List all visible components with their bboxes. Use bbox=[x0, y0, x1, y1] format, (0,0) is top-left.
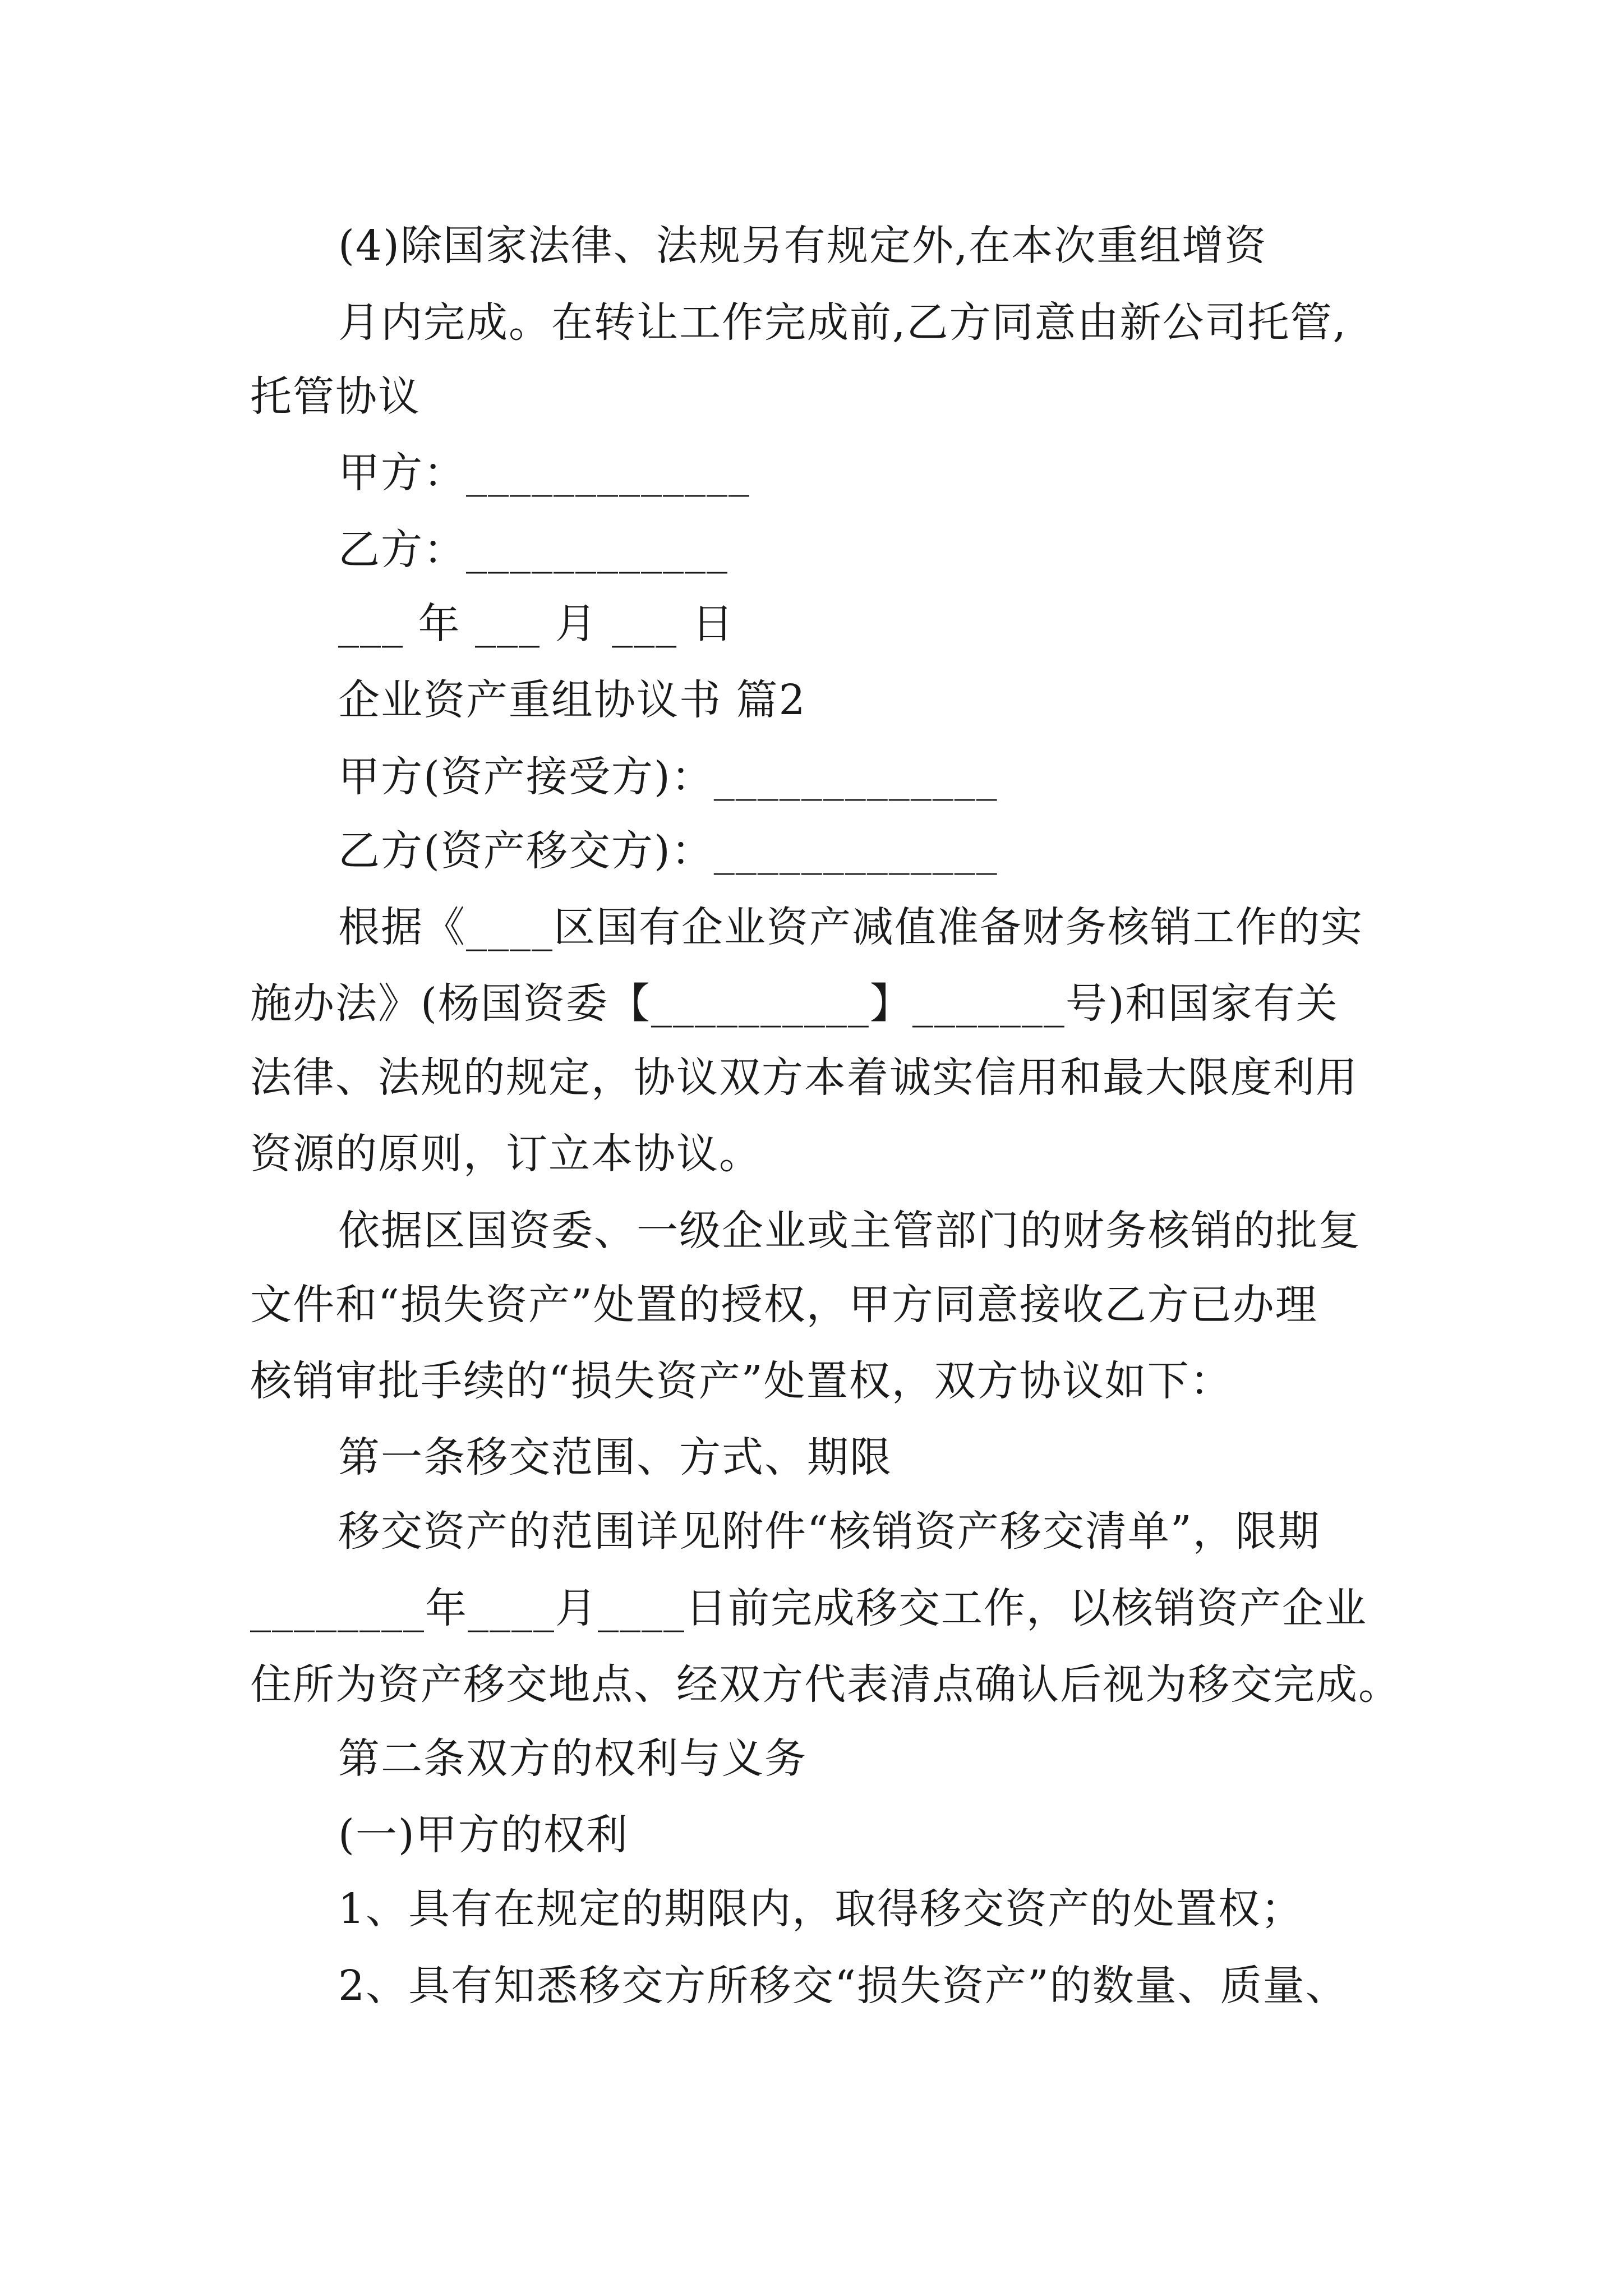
text-line: (4)除国家法律、法规另有规定外,在本次重组增资 bbox=[338, 222, 1267, 270]
text-line: 2、具有知悉移交方所移交“损失资产”的数量、质量、 bbox=[338, 1962, 1348, 2010]
text-line: 法律、法规的规定，协议双方本着诚实信用和最大限度利用 bbox=[250, 1053, 1358, 1102]
text-line: 乙方：____________ bbox=[338, 526, 728, 574]
text-line: 1、具有在规定的期限内，取得移交资产的处置权； bbox=[338, 1885, 1304, 1933]
text-line: 第二条双方的权利与义务 bbox=[338, 1734, 807, 1783]
text-line: 第一条移交范围、方式、期限 bbox=[338, 1433, 892, 1481]
text-line: 资源的原则，订立本协议。 bbox=[250, 1130, 762, 1178]
text-line: 乙方(资产移交方)：_____________ bbox=[338, 827, 998, 875]
text-line: 文件和“损失资产”处置的授权，甲方同意接收乙方已办理 bbox=[250, 1281, 1318, 1329]
text-line: 施办法》(杨国资委【__________】_______号)和国家有关 bbox=[250, 979, 1339, 1028]
text-line: 托管协议 bbox=[250, 372, 421, 421]
text-line: 根据《____区国有企业资产减值准备财务核销工作的实 bbox=[338, 903, 1363, 951]
text-line: 核销审批手续的“损失资产”处置权，双方协议如下： bbox=[250, 1357, 1233, 1405]
text-line: ___ 年 ___ 月 ___ 日 bbox=[338, 600, 735, 648]
text-line: ________年____月____日前完成移交工作，以核销资产企业 bbox=[250, 1584, 1367, 1632]
text-line: 月内完成。在转让工作完成前,乙方同意由新公司托管, bbox=[338, 298, 1348, 347]
text-line: 甲方(资产接受方)：_____________ bbox=[338, 753, 998, 801]
text-line: 移交资产的范围详见附件“核销资产移交清单”，限期 bbox=[338, 1507, 1321, 1556]
text-line: 依据区国资委、一级企业或主管部门的财务核销的批复 bbox=[338, 1207, 1361, 1255]
text-line: 住所为资产移交地点、经双方代表清点确认后视为移交完成。 bbox=[250, 1660, 1401, 1709]
section-heading: 企业资产重组协议书 篇2 bbox=[338, 676, 806, 724]
text-line: (一)甲方的权利 bbox=[338, 1811, 629, 1859]
text-line: 甲方：_____________ bbox=[338, 449, 750, 497]
